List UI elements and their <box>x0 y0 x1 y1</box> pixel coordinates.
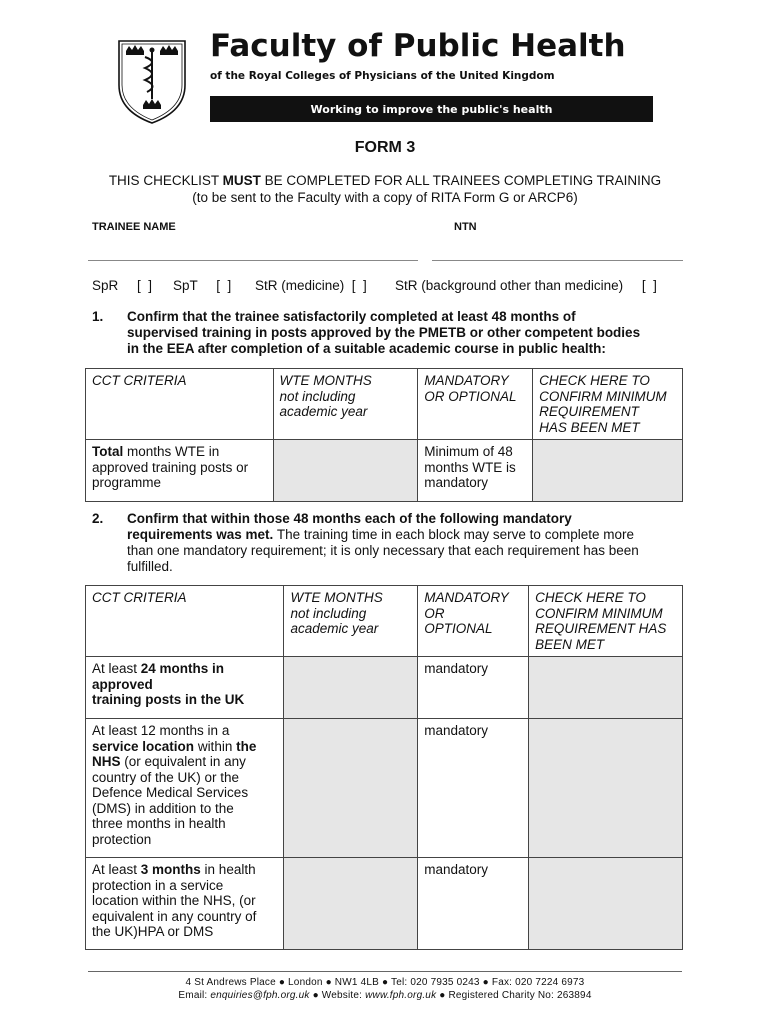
section-1-line: Confirm that the trainee satisfactorily completed at least 48 months of <box>127 309 576 324</box>
wte-input-cell[interactable] <box>284 657 418 719</box>
faculty-crest-logo <box>116 37 188 125</box>
wte-input-cell[interactable] <box>284 719 418 858</box>
check-cell[interactable] <box>529 657 683 719</box>
mandatory-cell: mandatory <box>418 719 529 858</box>
section-1-table <box>85 368 683 502</box>
header-mandatory: MANDATORY OR OPTIONAL <box>418 369 533 440</box>
footer-address: 4 St Andrews Place ● London ● NW1 4LB ● Tel: 020 7935 0243 ● Fax: 020 7224 6973 <box>185 977 585 988</box>
section-2-line: fulfilled. <box>127 559 173 574</box>
section-1-line: in the EEA after completion of a suitable academic course in public health: <box>127 341 606 356</box>
ntn-field[interactable] <box>432 260 683 261</box>
section-1-number: 1. <box>92 309 104 324</box>
wte-input-cell[interactable] <box>273 440 418 502</box>
form-title: FORM 3 <box>354 139 416 156</box>
table-header-row <box>86 586 683 657</box>
footer-contact: Email: enquiries@fph.org.uk ● Website: www.fph.org.uk ● Registered Charity No: 263894 <box>178 990 592 1001</box>
mandatory-cell: Minimum of 48 months WTE is mandatory <box>418 440 533 502</box>
header-check: CHECK HERE TO CONFIRM MINIMUM REQUIREMENT HAS BEEN MET <box>529 586 683 657</box>
criteria-cell: At least 12 months in a service location within the NHS (or equivalent in any country of the UK) or the Defence Medical Services (DMS) in addition to the three months in health protection <box>86 719 284 858</box>
check-cell[interactable] <box>529 858 683 950</box>
grade-str-medicine-checkbox[interactable]: StR (medicine) [ ] <box>255 278 367 293</box>
table-header-row <box>86 369 683 440</box>
wte-input-cell[interactable] <box>284 858 418 950</box>
ntn-label: NTN <box>454 221 477 233</box>
footer-website-link[interactable]: www.fph.org.uk <box>365 990 437 1001</box>
tagline-banner <box>210 96 653 122</box>
header-criteria: CCT CRITERIA <box>86 369 274 440</box>
intro-pre: THIS CHECKLIST <box>108 173 223 188</box>
table-row <box>86 719 683 858</box>
intro-line-1 <box>0 173 770 188</box>
header-criteria: CCT CRITERIA <box>86 586 284 657</box>
intro-must: MUST <box>222 173 261 188</box>
header-wte: WTE MONTHS not including academic year <box>284 586 418 657</box>
trainee-name-field[interactable] <box>88 260 418 261</box>
section-1-line: supervised training in posts approved by the PMETB or other competent bodies <box>127 325 641 340</box>
faculty-title: Faculty of Public Health <box>210 28 626 64</box>
footer-divider <box>88 971 682 972</box>
check-cell[interactable] <box>529 719 683 858</box>
grade-spt-checkbox[interactable]: SpT [ ] <box>173 278 232 293</box>
section-1-text <box>127 309 672 357</box>
grade-str-background-checkbox[interactable]: StR (background other than medicine) [ ] <box>395 278 657 293</box>
intro-post: BE COMPLETED FOR ALL TRAINEES COMPLETING TRAINING <box>260 173 662 188</box>
table-row <box>86 657 683 719</box>
tagline-text: Working to improve the public's health <box>310 102 553 116</box>
faculty-subtitle: of the Royal Colleges of Physicians of the United Kingdom <box>210 70 555 82</box>
criteria-cell: Total months WTE in approved training posts or programme <box>86 440 274 502</box>
section-2-line: than one mandatory requirement; it is only necessary that each requirement has been <box>127 543 639 558</box>
criteria-cell: At least 24 months in approved training posts in the UK <box>86 657 284 719</box>
intro-line-2: (to be sent to the Faculty with a copy of RITA Form G or ARCP6) <box>192 190 578 205</box>
footer-email-link[interactable]: enquiries@fph.org.uk <box>210 990 310 1001</box>
section-2-table <box>85 585 683 950</box>
section-2-text <box>127 511 672 575</box>
section-2-number: 2. <box>92 511 104 526</box>
header-check: CHECK HERE TO CONFIRM MINIMUM REQUIREMENT HAS BEEN MET <box>533 369 683 440</box>
grade-spr-checkbox[interactable]: SpR [ ] <box>92 278 153 293</box>
section-2-line: Confirm that within those 48 months each of the following mandatory <box>127 511 572 526</box>
check-cell[interactable] <box>533 440 683 502</box>
trainee-name-label: TRAINEE NAME <box>92 221 176 233</box>
table-row <box>86 440 683 502</box>
mandatory-cell: mandatory <box>418 657 529 719</box>
mandatory-cell: mandatory <box>418 858 529 950</box>
header-wte: WTE MONTHS not including academic year <box>273 369 418 440</box>
table-row <box>86 858 683 950</box>
criteria-cell: At least 3 months in health protection in a service location within the NHS, (or equivalent in any country of the UK)HPA or DMS <box>86 858 284 950</box>
section-2-line: requirements was met. The training time in each block may serve to complete more <box>127 527 634 542</box>
header-mandatory: MANDATORY OR OPTIONAL <box>418 586 529 657</box>
